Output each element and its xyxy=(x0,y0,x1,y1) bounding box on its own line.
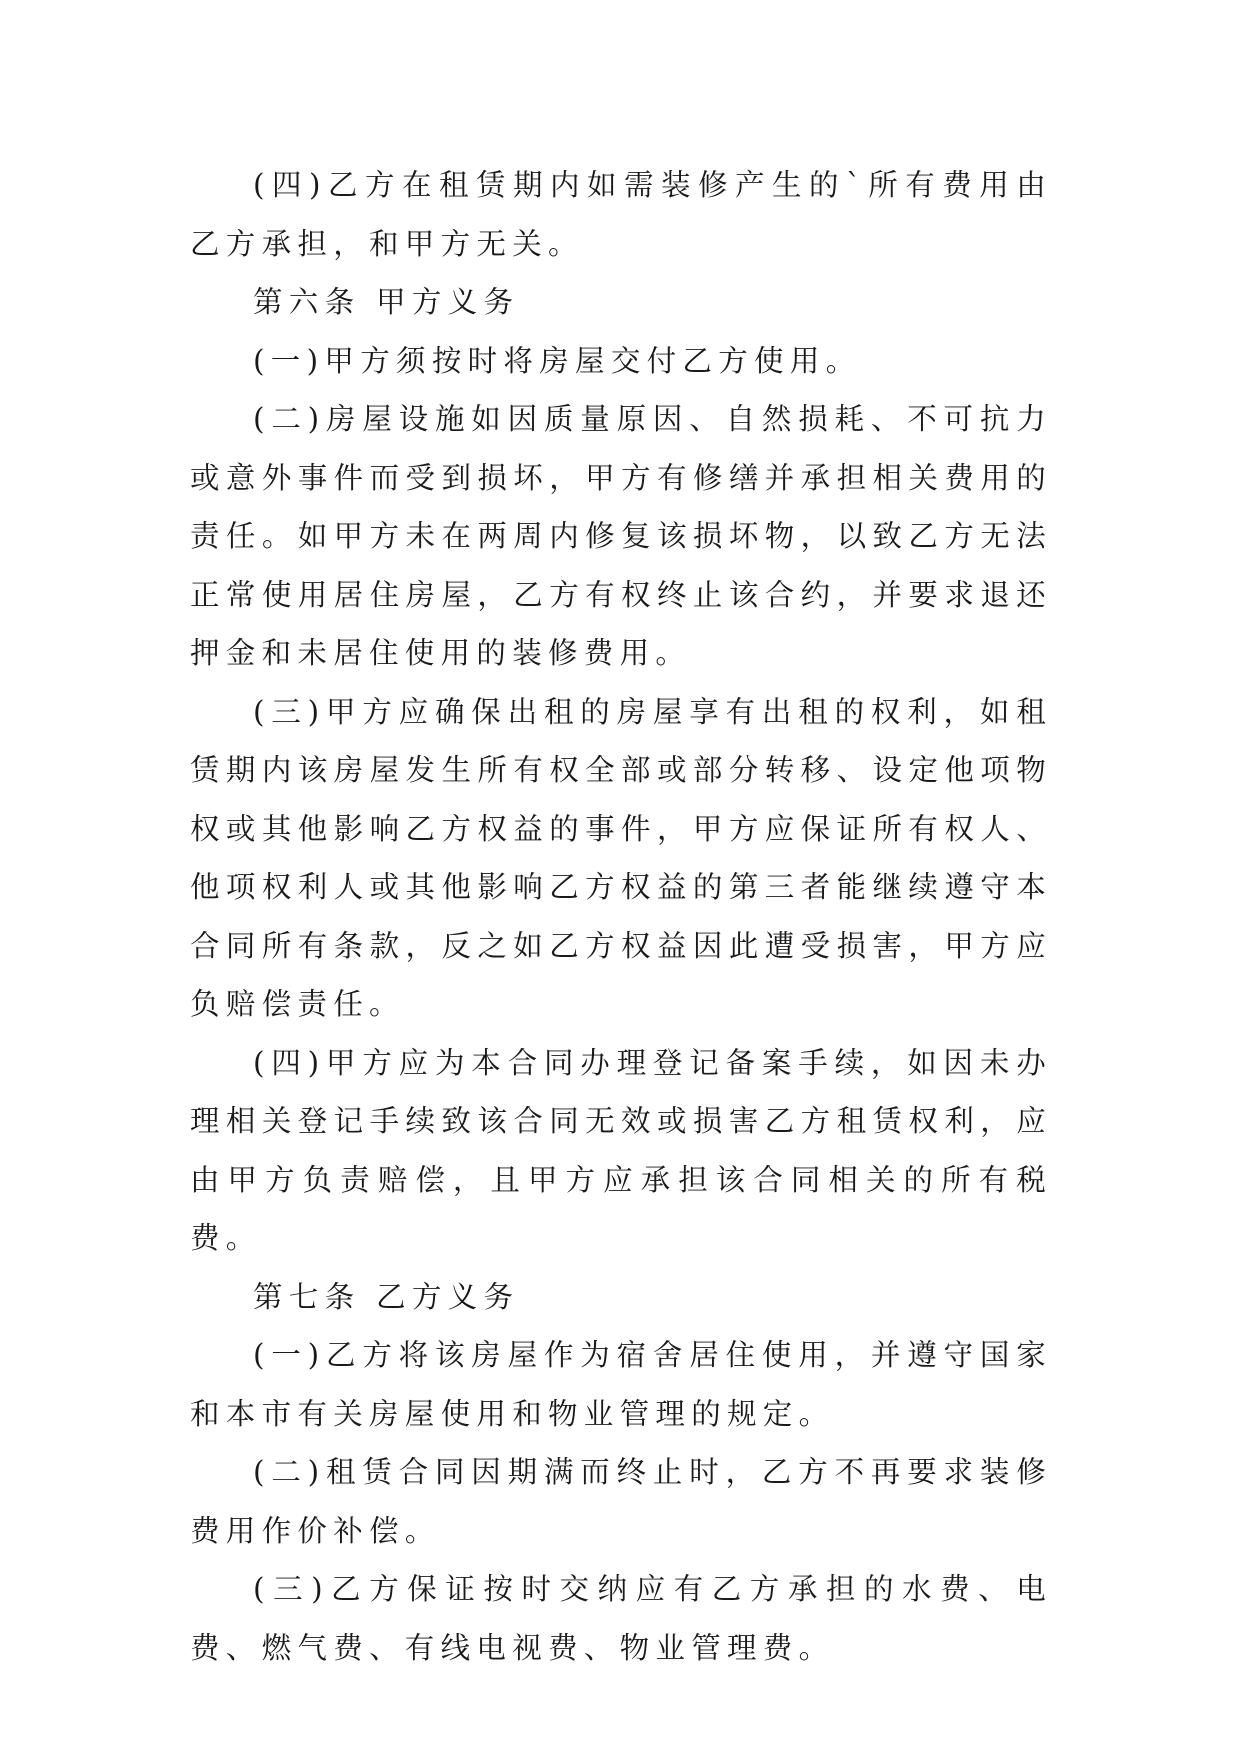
article-6-clause-4: (四)甲方应为本合同办理登记备案手续，如因未办理相关登记手续致该合同无效或损害乙方租赁权利，应由甲方负责赔偿，且甲方应承担该合同相关的所有税费。 xyxy=(190,1045,1052,1255)
article-6-clause-1: (一)甲方须按时将房屋交付乙方使用。 xyxy=(253,343,862,378)
document-body xyxy=(190,156,1052,1677)
article-6-clause-2: (二)房屋设施如因质量原因、自然损耗、不可抗力或意外事件而受到损坏，甲方有修缮并承担相关费用的责任。如甲方未在两周内修复该损坏物，以致乙方无法正常使用居住房屋，乙方有权终止该合约，并要求退还押金和未居住使用的装修费用。 xyxy=(190,402,1052,670)
article-7-clause-1: (一)乙方将该房屋作为宿舍居住使用，并遵守国家和本市有关房屋使用和物业管理的规定。 xyxy=(190,1338,1052,1431)
article-7-clause-2: (二)租赁合同因期满而终止时，乙方不再要求装修费用作价补偿。 xyxy=(190,1455,1052,1548)
article-6-heading: 第六条 甲方义务 xyxy=(253,285,520,319)
clause-4-decoration-costs: (四)乙方在租赁期内如需装修产生的`所有费用由乙方承担，和甲方无关。 xyxy=(190,168,1052,261)
article-7-clause-3: (三)乙方保证按时交纳应有乙方承担的水费、电费、燃气费、有线电视费、物业管理费。 xyxy=(190,1572,1052,1665)
article-6-clause-3: (三)甲方应确保出租的房屋享有出租的权利，如租赁期内该房屋发生所有权全部或部分转移、设定他项物权或其他影响乙方权益的事件，甲方应保证所有权人、他项权利人或其他影响乙方权益的第三者能继续遵守本合同所有条款，反之如乙方权益因此遭受损害，甲方应负赔偿责任。 xyxy=(190,694,1052,1021)
article-7-heading: 第七条 乙方义务 xyxy=(253,1279,520,1314)
